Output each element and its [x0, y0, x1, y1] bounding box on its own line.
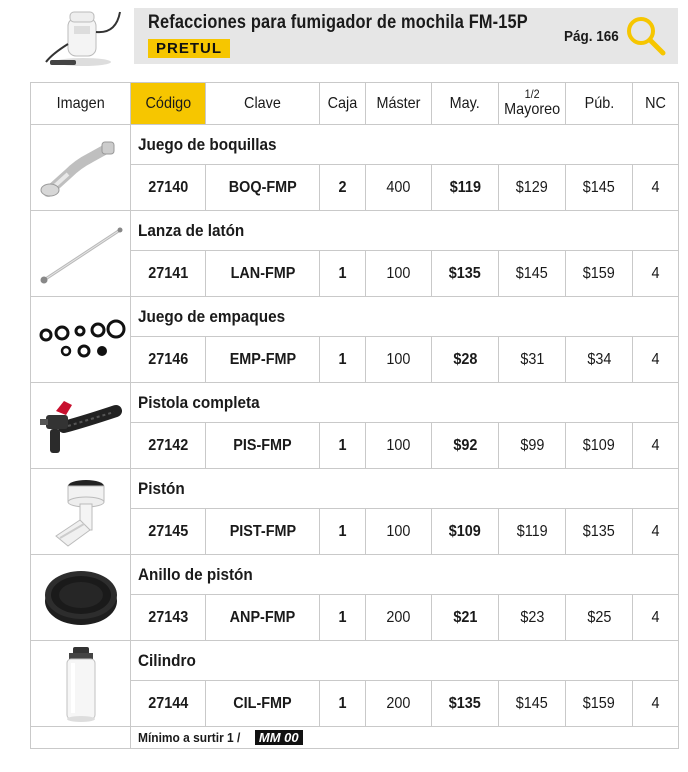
product-name-row [31, 641, 679, 681]
product-nc: 4 [633, 337, 679, 383]
product-key: EMP-FMP [206, 337, 320, 383]
product-nc: 4 [633, 165, 679, 211]
product-code: 27143 [131, 595, 206, 641]
product-name-row [31, 125, 679, 165]
parts-table [30, 82, 679, 749]
product-code: 27142 [131, 423, 206, 469]
product-price-may: $92 [432, 423, 499, 469]
product-box: 1 [320, 423, 366, 469]
gaskets-image [31, 297, 131, 383]
lance-image [31, 211, 131, 297]
col-nc: NC [633, 83, 679, 125]
product-name-row [31, 555, 679, 595]
table-header-row [31, 83, 679, 125]
page-header [0, 0, 688, 76]
product-price-pub: $34 [566, 337, 633, 383]
col-may: May. [432, 83, 499, 125]
product-name: Anillo de pistón [131, 555, 679, 595]
product-price-half: $23 [499, 595, 566, 641]
product-key: CIL-FMP [206, 681, 320, 727]
product-master: 100 [366, 509, 432, 555]
product-code: 27145 [131, 509, 206, 555]
product-box: 1 [320, 251, 366, 297]
product-nc: 4 [633, 681, 679, 727]
product-nc: 4 [633, 509, 679, 555]
product-nc: 4 [633, 595, 679, 641]
product-price-half: $129 [499, 165, 566, 211]
product-price-pub: $159 [566, 681, 633, 727]
product-key: LAN-FMP [206, 251, 320, 297]
product-name: Lanza de latón [131, 211, 679, 251]
search-icon[interactable] [624, 14, 668, 58]
col-codigo: Código [131, 83, 206, 125]
product-key: PIS-FMP [206, 423, 320, 469]
product-key: ANP-FMP [206, 595, 320, 641]
product-master: 100 [366, 251, 432, 297]
product-name-row [31, 297, 679, 337]
product-nc: 4 [633, 423, 679, 469]
product-name-row [31, 211, 679, 251]
product-master: 100 [366, 337, 432, 383]
product-key: PIST-FMP [206, 509, 320, 555]
product-nc: 4 [633, 251, 679, 297]
product-box: 1 [320, 681, 366, 727]
product-code: 27146 [131, 337, 206, 383]
product-code: 27144 [131, 681, 206, 727]
product-box: 2 [320, 165, 366, 211]
table-footer-row [31, 727, 679, 749]
product-price-may: $135 [432, 681, 499, 727]
brand-label: PRETUL [148, 39, 230, 58]
col-pub: Púb. [566, 83, 633, 125]
cylinder-image [31, 641, 131, 727]
product-box: 1 [320, 509, 366, 555]
product-price-may: $21 [432, 595, 499, 641]
col-master: Máster [366, 83, 432, 125]
product-master: 200 [366, 595, 432, 641]
product-price-pub: $25 [566, 595, 633, 641]
product-box: 1 [320, 595, 366, 641]
col-half-mayoreo: 1/2 Mayoreo [499, 83, 566, 125]
product-code: 27140 [131, 165, 206, 211]
product-price-half: $99 [499, 423, 566, 469]
piston-image [31, 469, 131, 555]
page-title: Refacciones para fumigador de mochila FM-15P [148, 12, 528, 33]
mm-badge: MM 00 [255, 730, 303, 745]
piston-ring-image [31, 555, 131, 641]
product-price-half: $145 [499, 681, 566, 727]
product-master: 100 [366, 423, 432, 469]
footer-empty-cell [31, 727, 131, 749]
product-name: Pistón [131, 469, 679, 509]
product-price-half: $31 [499, 337, 566, 383]
product-price-pub: $135 [566, 509, 633, 555]
page-number: Pág. 166 [564, 28, 619, 45]
product-box: 1 [320, 337, 366, 383]
product-name: Cilindro [131, 641, 679, 681]
nozzle-image [31, 125, 131, 211]
col-imagen: Imagen [31, 83, 131, 125]
product-price-half: $119 [499, 509, 566, 555]
product-code: 27141 [131, 251, 206, 297]
product-price-pub: $109 [566, 423, 633, 469]
product-master: 400 [366, 165, 432, 211]
product-name-row [31, 383, 679, 423]
minimum-order-note: Mínimo a surtir 1 / MM 00 [131, 727, 679, 749]
product-price-may: $28 [432, 337, 499, 383]
product-name-row [31, 469, 679, 509]
col-caja: Caja [320, 83, 366, 125]
sprayer-thumbnail [38, 4, 128, 70]
product-key: BOQ-FMP [206, 165, 320, 211]
product-price-pub: $145 [566, 165, 633, 211]
product-price-half: $145 [499, 251, 566, 297]
product-name: Juego de boquillas [131, 125, 679, 165]
product-name: Pistola completa [131, 383, 679, 423]
product-price-may: $109 [432, 509, 499, 555]
product-price-pub: $159 [566, 251, 633, 297]
spray-gun-image [31, 383, 131, 469]
product-master: 200 [366, 681, 432, 727]
product-name: Juego de empaques [131, 297, 679, 337]
product-price-may: $135 [432, 251, 499, 297]
product-price-may: $119 [432, 165, 499, 211]
col-clave: Clave [206, 83, 320, 125]
